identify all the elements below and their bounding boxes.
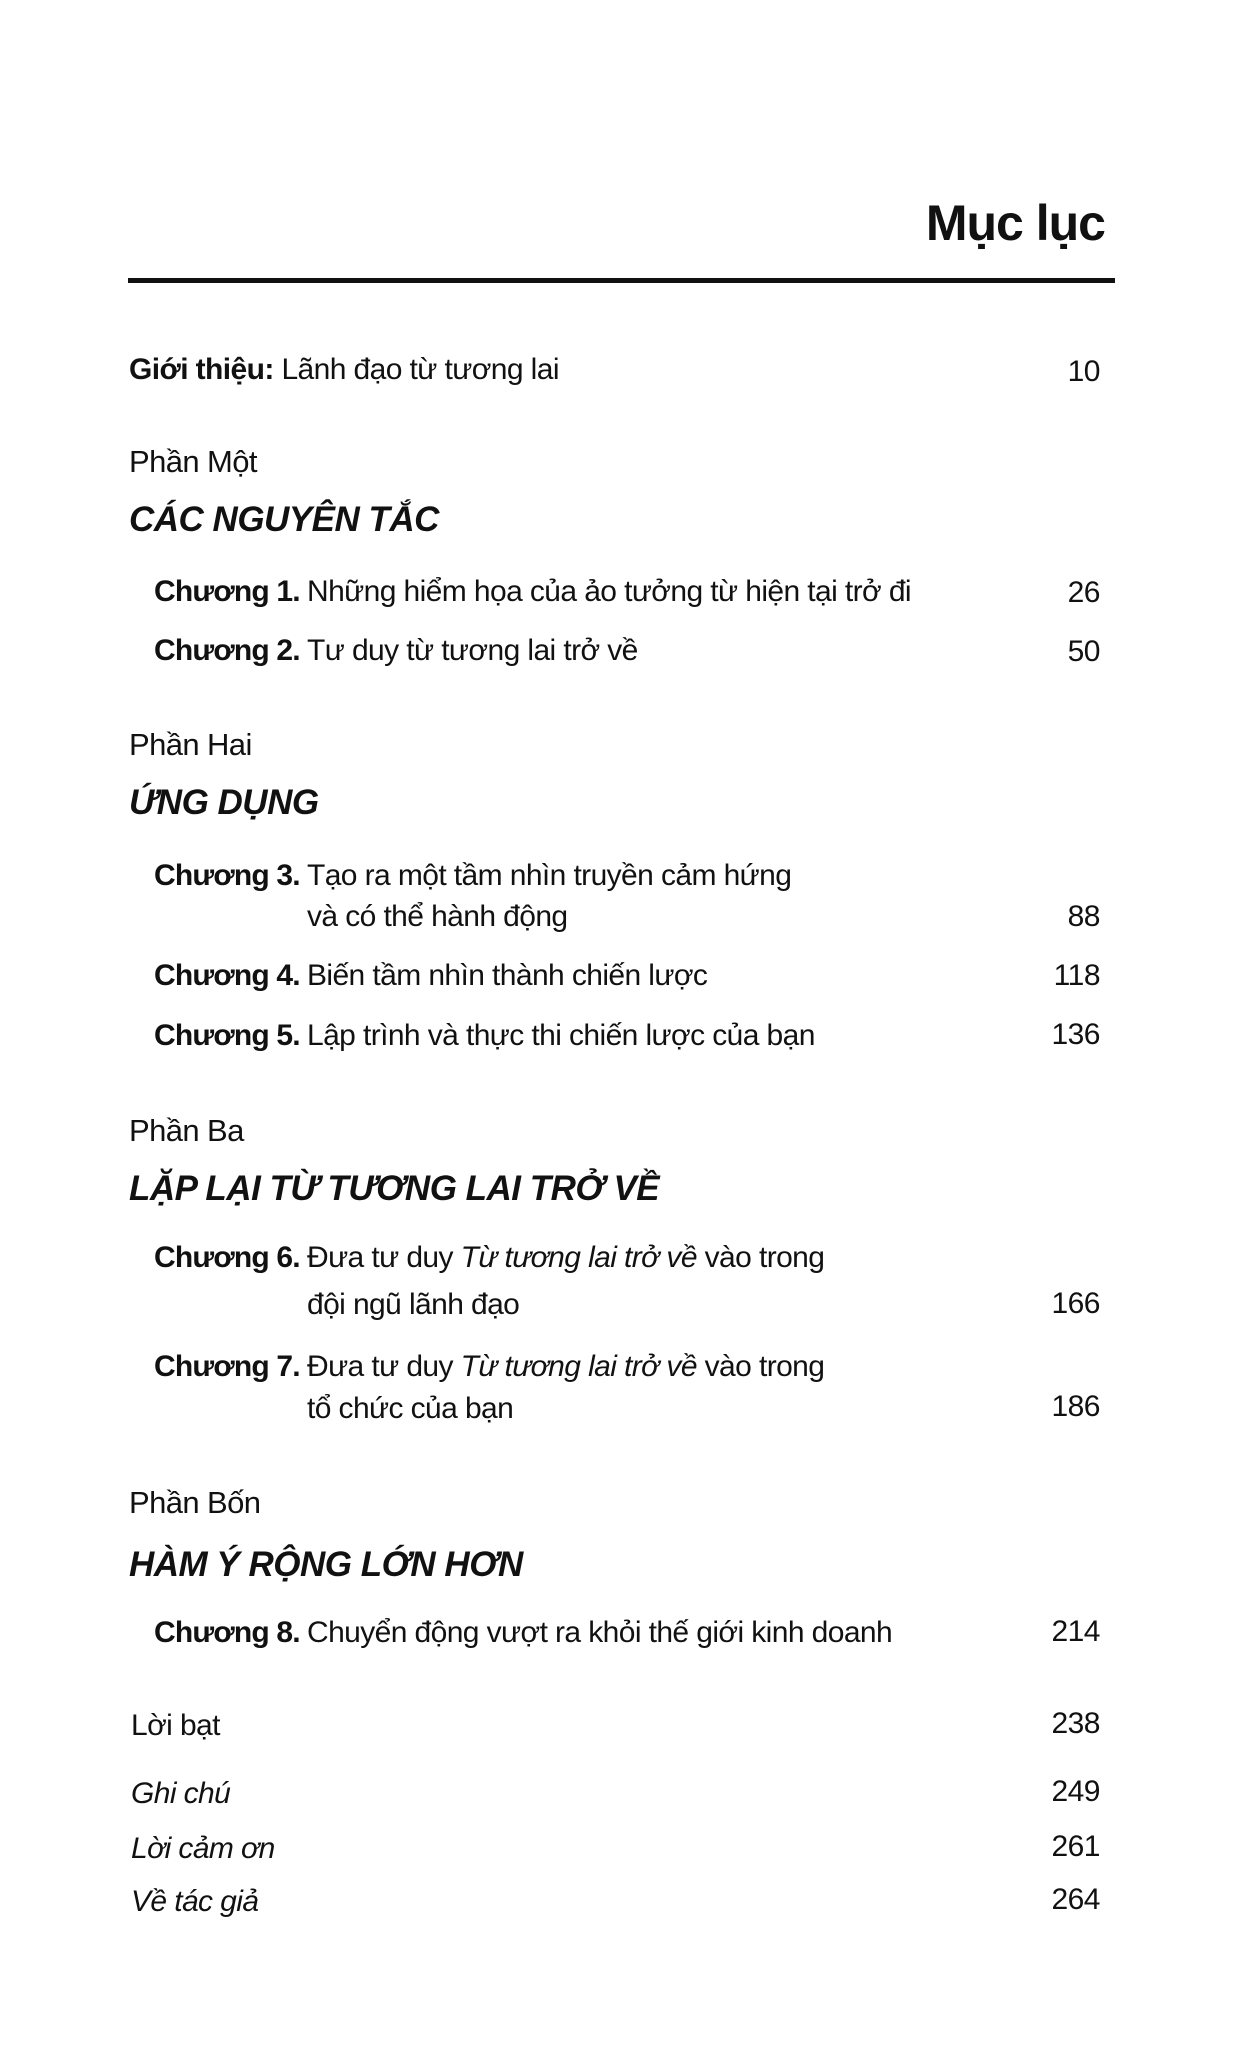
title-part: vào trong	[696, 1350, 825, 1383]
chapter-title[interactable]: Chuyển động vượt ra khỏi thế giới kinh doanh	[307, 1616, 893, 1649]
page-number: 214	[1051, 1615, 1100, 1648]
chapter-label: Chương 1.	[154, 575, 300, 608]
intro-label: Giới thiệu:	[129, 353, 274, 386]
title-part: Đưa tư duy	[307, 1350, 461, 1383]
chapter-title[interactable]	[307, 1352, 824, 1382]
chapter-title-line2[interactable]: tổ chức của bạn	[307, 1392, 514, 1425]
chapter-label: Chương 2.	[154, 634, 300, 667]
chapter-label: Chương 5.	[154, 1019, 300, 1052]
chapter-title-line2[interactable]: đội ngũ lãnh đạo	[307, 1288, 520, 1321]
section-title: CÁC NGUYÊN TẮC	[129, 500, 439, 539]
title-emphasis: Từ tương lai trở về	[460, 1350, 697, 1383]
section-title: HÀM Ý RỘNG LỚN HƠN	[129, 1545, 523, 1584]
page-number: 50	[1067, 635, 1100, 668]
title-emphasis: Từ tương lai trở về	[460, 1241, 697, 1274]
chapter-label: Chương 6.	[154, 1241, 300, 1274]
page-number: 186	[1051, 1390, 1100, 1423]
page-number: 238	[1051, 1707, 1100, 1740]
chapter-title-line2[interactable]: và có thể hành động	[307, 900, 568, 933]
title-divider	[128, 278, 1115, 283]
intro-text: Lãnh đạo từ tương lai	[281, 353, 559, 386]
back-matter-afterword[interactable]: Lời bạt	[131, 1709, 220, 1742]
page-number: 118	[1053, 959, 1100, 992]
section-title: ỨNG DỤNG	[129, 783, 319, 822]
page-number: 136	[1051, 1018, 1100, 1051]
page-title: Mục lục	[925, 195, 1105, 251]
chapter-title[interactable]: Tư duy từ tương lai trở về	[307, 634, 638, 667]
page-number: 264	[1051, 1883, 1100, 1916]
part-label: Phần Hai	[129, 727, 252, 762]
back-matter-notes[interactable]: Ghi chú	[131, 1777, 231, 1810]
chapter-title[interactable]: Biến tầm nhìn thành chiến lược	[307, 959, 708, 992]
part-label: Phần Bốn	[129, 1485, 261, 1520]
chapter-title[interactable]: Lập trình và thực thi chiến lược của bạn	[307, 1019, 815, 1052]
part-label: Phần Một	[129, 444, 257, 479]
part-label: Phần Ba	[129, 1113, 244, 1148]
chapter-label: Chương 4.	[154, 959, 300, 992]
chapter-label: Chương 8.	[154, 1616, 300, 1649]
page-number: 10	[1067, 355, 1100, 388]
back-matter-about-author[interactable]: Về tác giả	[131, 1885, 259, 1918]
chapter-label: Chương 7.	[154, 1350, 300, 1383]
toc-intro[interactable]	[129, 355, 559, 385]
page-number: 249	[1051, 1775, 1100, 1808]
chapter-title[interactable]: Tạo ra một tầm nhìn truyền cảm hứng	[307, 859, 792, 892]
chapter-title[interactable]	[307, 1243, 824, 1273]
page-number: 26	[1067, 576, 1100, 609]
back-matter-acknowledgements[interactable]: Lời cảm ơn	[131, 1832, 275, 1865]
chapter-label: Chương 3.	[154, 859, 300, 892]
chapter-title[interactable]: Những hiểm họa của ảo tưởng từ hiện tại trở đi	[307, 575, 911, 608]
page-number: 88	[1067, 900, 1100, 933]
page-number: 261	[1051, 1830, 1100, 1863]
section-title: LẶP LẠI TỪ TƯƠNG LAI TRỞ VỀ	[129, 1169, 660, 1208]
page-number: 166	[1051, 1287, 1100, 1320]
title-part: Đưa tư duy	[307, 1241, 461, 1274]
title-part: vào trong	[696, 1241, 825, 1274]
